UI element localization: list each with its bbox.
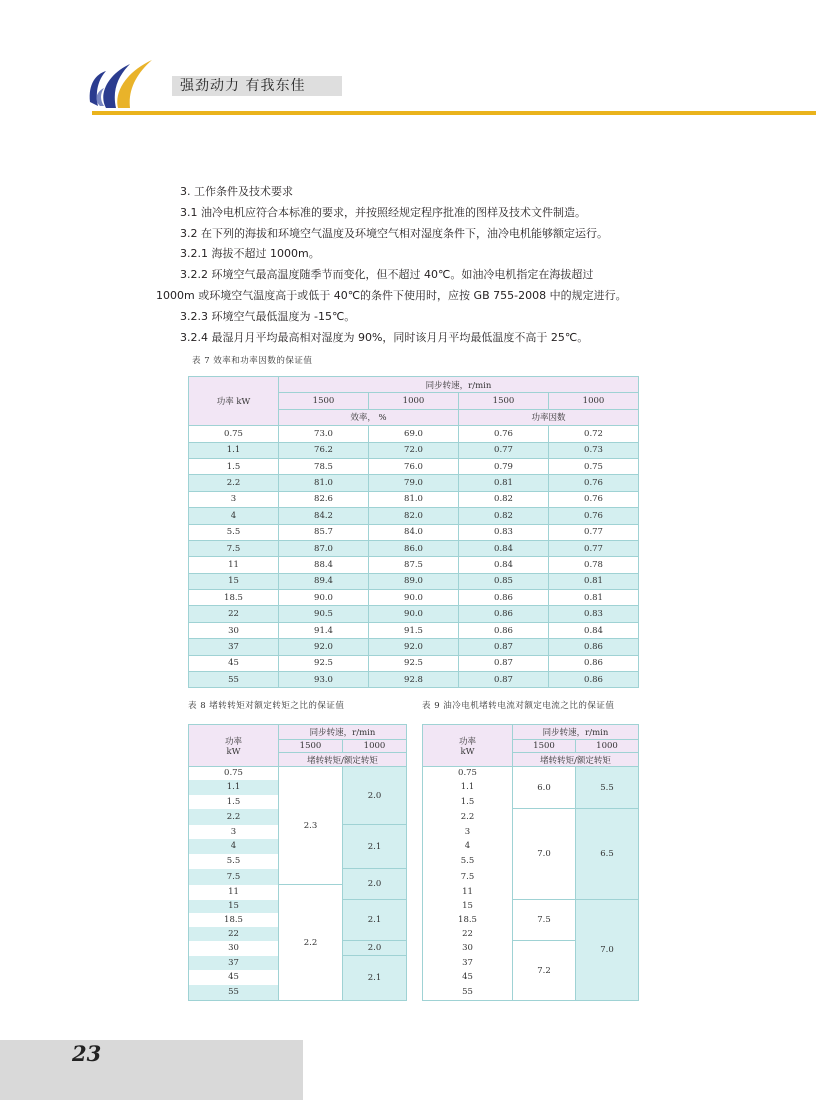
ratio-1500-cell: 7.5 (513, 900, 576, 941)
ratio-1000-cell: 2.1 (343, 825, 407, 869)
value-cell: 85.7 (279, 524, 369, 540)
value-cell: 89.4 (279, 573, 369, 589)
table-row (423, 900, 639, 913)
value-cell: 87.5 (369, 557, 459, 573)
value-cell: 0.86 (459, 622, 549, 638)
power-cell: 1.1 (189, 442, 279, 458)
table-row (189, 540, 639, 556)
power-cell: 45 (189, 970, 279, 985)
ratio-1000-cell: 2.1 (343, 900, 407, 941)
clause-3-2-2-line1: 3.2.2 环境空气最高温度随季节而变化，但不超过 40℃。如油冷电机指定在海拔超过 (180, 268, 594, 282)
table-row (423, 767, 639, 780)
table-row (189, 475, 639, 491)
table-row (189, 672, 639, 688)
ratio-1000-cell: 6.5 (576, 809, 639, 900)
table-row (189, 590, 639, 606)
value-cell: 81.0 (279, 475, 369, 491)
power-cell: 11 (189, 885, 279, 900)
table8-unit-label: kW (226, 746, 241, 757)
power-cell: 18.5 (189, 590, 279, 606)
value-cell: 0.86 (549, 672, 639, 688)
value-cell: 0.86 (459, 590, 549, 606)
table7-power-header: 功率 kW (189, 377, 279, 426)
power-cell: 0.75 (423, 767, 513, 780)
ratio-1500-cell: 2.2 (279, 885, 343, 1001)
power-cell: 15 (423, 900, 513, 913)
table7-speed: 1000 (369, 393, 459, 409)
value-cell: 92.5 (279, 655, 369, 671)
table-row (189, 426, 639, 442)
ratio-1000-cell: 2.0 (343, 869, 407, 900)
table-row (189, 639, 639, 655)
table7-speed: 1000 (549, 393, 639, 409)
footer-band (0, 1040, 303, 1100)
value-cell: 82.6 (279, 491, 369, 507)
power-cell: 30 (189, 941, 279, 956)
table-row (189, 767, 407, 780)
value-cell: 0.83 (549, 606, 639, 622)
value-cell: 90.0 (369, 590, 459, 606)
power-cell: 2.2 (189, 475, 279, 491)
power-cell: 7.5 (189, 869, 279, 885)
value-cell: 0.76 (549, 475, 639, 491)
body-text (150, 182, 670, 348)
ratio-1500-cell: 6.0 (513, 767, 576, 809)
value-cell: 92.5 (369, 655, 459, 671)
power-cell: 2.2 (189, 809, 279, 825)
power-cell: 1.1 (189, 780, 279, 795)
value-cell: 0.87 (459, 672, 549, 688)
value-cell: 81.0 (369, 491, 459, 507)
power-cell: 2.2 (423, 809, 513, 825)
value-cell: 0.86 (459, 606, 549, 622)
power-cell: 55 (189, 985, 279, 1001)
ratio-1000-cell: 7.0 (576, 900, 639, 1001)
table-row (189, 573, 639, 589)
power-cell: 37 (189, 639, 279, 655)
power-cell: 15 (189, 573, 279, 589)
power-cell: 15 (189, 900, 279, 913)
value-cell: 84.2 (279, 508, 369, 524)
table9-power-label: 功率 (458, 736, 476, 747)
power-cell: 5.5 (189, 854, 279, 869)
value-cell: 0.76 (459, 426, 549, 442)
table8-locked-rotor-torque (188, 724, 407, 1001)
value-cell: 0.79 (459, 458, 549, 474)
value-cell: 0.76 (549, 491, 639, 507)
value-cell: 0.81 (549, 590, 639, 606)
table9-locked-rotor-current (422, 724, 639, 1001)
ratio-1500-cell: 7.2 (513, 941, 576, 1001)
power-cell: 3 (189, 825, 279, 839)
power-cell: 5.5 (189, 524, 279, 540)
table-row (423, 809, 639, 825)
table7-speed: 1500 (279, 393, 369, 409)
power-cell: 45 (189, 655, 279, 671)
value-cell: 76.0 (369, 458, 459, 474)
power-cell: 18.5 (423, 913, 513, 927)
company-logo (86, 58, 156, 112)
power-cell: 4 (189, 839, 279, 854)
power-cell: 45 (423, 970, 513, 985)
value-cell: 0.85 (459, 573, 549, 589)
power-cell: 37 (189, 956, 279, 970)
value-cell: 0.86 (549, 639, 639, 655)
value-cell: 0.77 (549, 524, 639, 540)
value-cell: 0.84 (549, 622, 639, 638)
value-cell: 0.76 (549, 508, 639, 524)
value-cell: 79.0 (369, 475, 459, 491)
value-cell: 0.83 (459, 524, 549, 540)
company-slogan: 强劲动力 有我东佳 (172, 76, 342, 96)
value-cell: 84.0 (369, 524, 459, 540)
power-cell: 30 (189, 622, 279, 638)
table-row (189, 442, 639, 458)
power-cell: 0.75 (189, 426, 279, 442)
ratio-1000-cell: 2.0 (343, 941, 407, 956)
table7-efficiency-power-factor (188, 376, 639, 688)
table-row (189, 606, 639, 622)
ratio-1000-cell: 2.1 (343, 956, 407, 1001)
table9-speed-header: 同步转速，r/min (513, 725, 639, 740)
power-cell: 55 (423, 985, 513, 1001)
table8-speed: 1000 (343, 740, 407, 753)
table7-caption: 表 7 效率和功率因数的保证值 (192, 356, 313, 366)
power-cell: 1.5 (189, 795, 279, 809)
power-cell: 55 (189, 672, 279, 688)
clause-3-2: 3.2 在下列的海拔和环境空气温度及环境空气相对湿度条件下，油冷电机能够额定运行。 (180, 226, 608, 240)
table8-caption: 表 8 堵转转矩对额定转矩之比的保证值 (188, 701, 345, 711)
ratio-1000-cell: 5.5 (576, 767, 639, 809)
value-cell: 87.0 (279, 540, 369, 556)
power-cell: 7.5 (189, 540, 279, 556)
value-cell: 0.86 (549, 655, 639, 671)
table-row (189, 458, 639, 474)
ratio-1000-cell: 2.0 (343, 767, 407, 825)
power-cell: 22 (189, 927, 279, 941)
ratio-1500-cell: 2.3 (279, 767, 343, 885)
value-cell: 92.8 (369, 672, 459, 688)
value-cell: 82.0 (369, 508, 459, 524)
table-row (189, 557, 639, 573)
value-cell: 72.0 (369, 442, 459, 458)
table8-power-header (189, 725, 279, 767)
power-cell: 37 (423, 956, 513, 970)
value-cell: 93.0 (279, 672, 369, 688)
power-cell: 3 (423, 825, 513, 839)
table-row (189, 524, 639, 540)
value-cell: 88.4 (279, 557, 369, 573)
clause-3-2-3: 3.2.3 环境空气最低温度为 -15℃。 (180, 309, 356, 323)
power-cell: 30 (423, 941, 513, 956)
power-cell: 1.1 (423, 780, 513, 795)
value-cell: 89.0 (369, 573, 459, 589)
value-cell: 73.0 (279, 426, 369, 442)
value-cell: 0.87 (459, 655, 549, 671)
power-cell: 1.5 (189, 458, 279, 474)
table-row (189, 622, 639, 638)
value-cell: 92.0 (279, 639, 369, 655)
table7-speed: 1500 (459, 393, 549, 409)
power-cell: 3 (189, 491, 279, 507)
table7-speed-header: 同步转速，r/min (279, 377, 639, 393)
table8-ratio-header: 堵转转矩/额定转矩 (279, 753, 407, 767)
table7-efficiency-header: 效率， % (279, 409, 459, 425)
value-cell: 90.0 (369, 606, 459, 622)
power-cell: 11 (423, 885, 513, 900)
power-cell: 18.5 (189, 913, 279, 927)
value-cell: 86.0 (369, 540, 459, 556)
table9-power-header (423, 725, 513, 767)
value-cell: 91.4 (279, 622, 369, 638)
value-cell: 92.0 (369, 639, 459, 655)
table8-speed-header: 同步转速，r/min (279, 725, 407, 740)
table7-power-factor-header: 功率因数 (459, 409, 639, 425)
table8-speed: 1500 (279, 740, 343, 753)
value-cell: 69.0 (369, 426, 459, 442)
table8-power-label: 功率 (224, 736, 242, 747)
power-cell: 22 (189, 606, 279, 622)
value-cell: 0.81 (459, 475, 549, 491)
power-cell: 22 (423, 927, 513, 941)
table-row (189, 655, 639, 671)
clause-3-2-4: 3.2.4 最湿月月平均最高相对湿度为 90%，同时该月月平均最低温度不高于 25℃。 (180, 330, 589, 344)
value-cell: 0.82 (459, 491, 549, 507)
value-cell: 0.84 (459, 557, 549, 573)
table9-unit-label: kW (460, 746, 475, 757)
clause-3-2-1: 3.2.1 海拔不超过 1000m。 (180, 247, 320, 261)
power-cell: 1.5 (423, 795, 513, 809)
clause-3-2-2-line2: 1000m 或环境空气温度高于或低于 40℃的条件下使用时，应按 GB 755-2008 中的规定进行。 (156, 288, 627, 302)
value-cell: 0.81 (549, 573, 639, 589)
table9-speed: 1000 (576, 740, 639, 753)
value-cell: 0.77 (549, 540, 639, 556)
table9-ratio-header: 堵转转矩/额定转矩 (513, 753, 639, 767)
value-cell: 0.73 (549, 442, 639, 458)
header-rule (92, 111, 816, 115)
page-number: 23 (72, 1041, 102, 1066)
section-heading: 3. 工作条件及技术要求 (180, 185, 293, 198)
table-row (189, 491, 639, 507)
power-cell: 4 (423, 839, 513, 854)
value-cell: 0.72 (549, 426, 639, 442)
value-cell: 90.5 (279, 606, 369, 622)
table-row (189, 508, 639, 524)
value-cell: 90.0 (279, 590, 369, 606)
value-cell: 76.2 (279, 442, 369, 458)
value-cell: 0.75 (549, 458, 639, 474)
value-cell: 0.87 (459, 639, 549, 655)
power-cell: 4 (189, 508, 279, 524)
power-cell: 0.75 (189, 767, 279, 780)
clause-3-1: 3.1 油冷电机应符合本标准的要求，并按照经规定程序批准的图样及技术文件制造。 (180, 205, 586, 219)
value-cell: 0.77 (459, 442, 549, 458)
table9-speed: 1500 (513, 740, 576, 753)
power-cell: 11 (189, 557, 279, 573)
power-cell: 7.5 (423, 869, 513, 885)
value-cell: 78.5 (279, 458, 369, 474)
value-cell: 0.84 (459, 540, 549, 556)
ratio-1500-cell: 7.0 (513, 809, 576, 900)
value-cell: 0.78 (549, 557, 639, 573)
value-cell: 0.82 (459, 508, 549, 524)
table9-caption: 表 9 油冷电机堵转电流对额定电流之比的保证值 (422, 701, 615, 711)
power-cell: 5.5 (423, 854, 513, 869)
value-cell: 91.5 (369, 622, 459, 638)
